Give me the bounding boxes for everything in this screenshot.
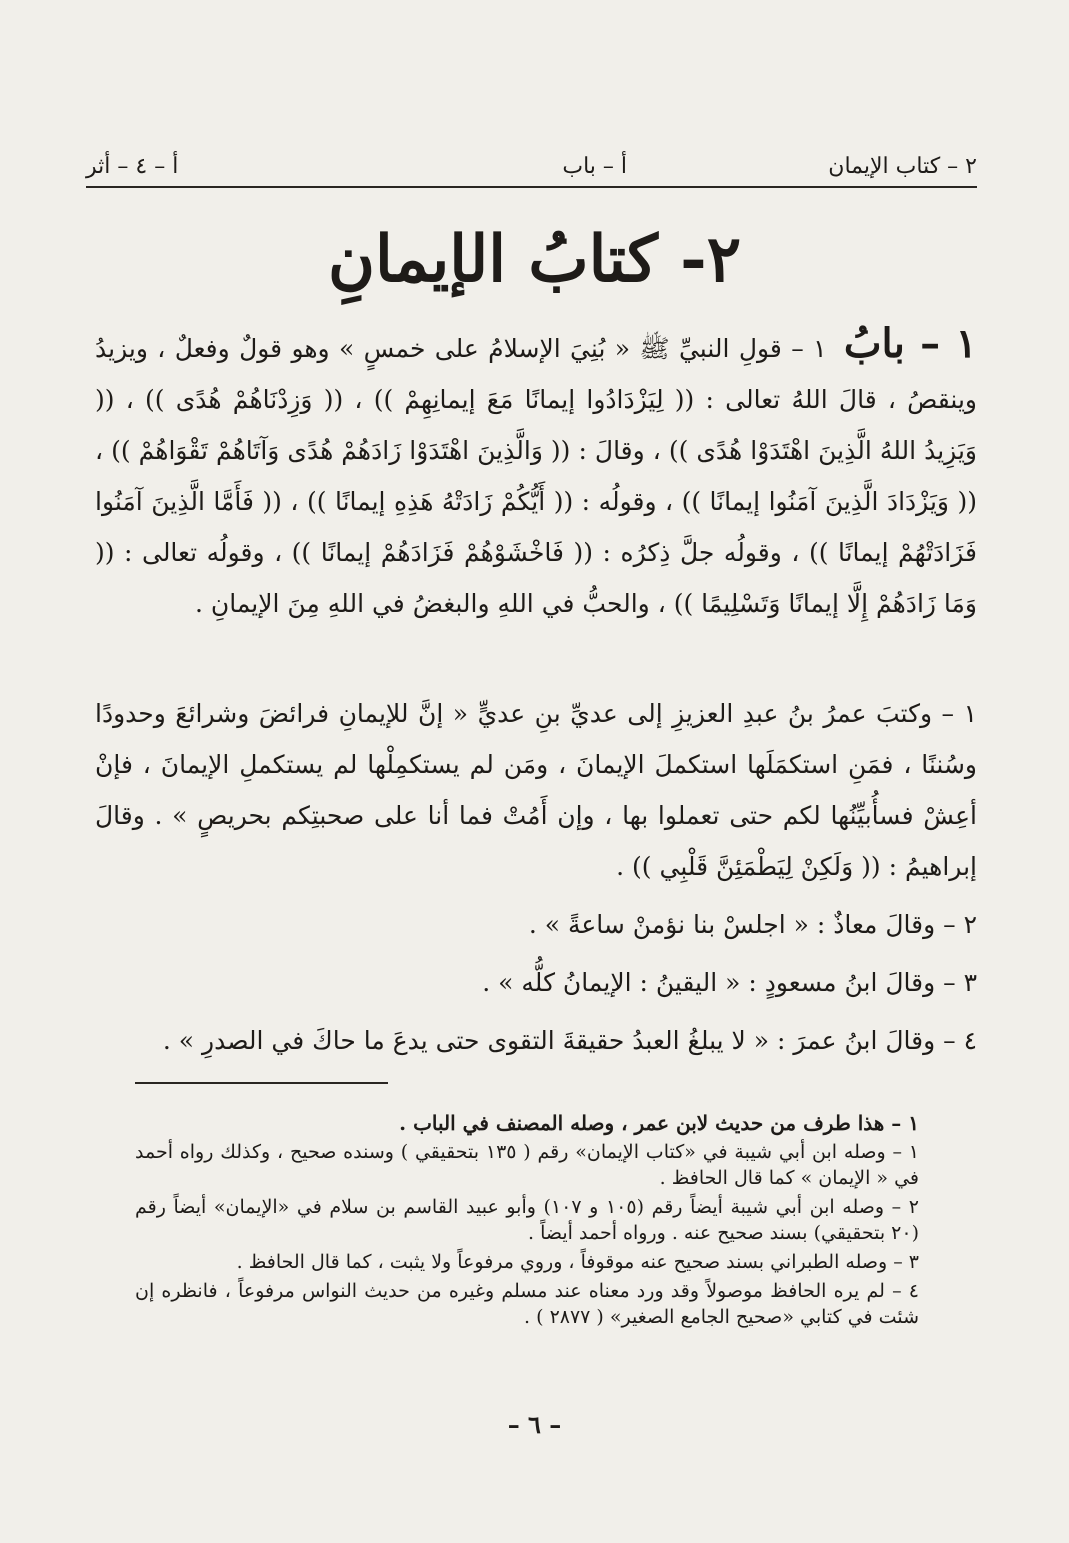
running-header xyxy=(86,150,977,186)
narrations xyxy=(95,688,977,1073)
chapter-text: ١ – قولِ النبيِّ ﷺ « بُنِيَ الإسلامُ على خمسٍ » وهو قولٌ وفعلٌ ، ويزيدُ وينقصُ ، قالَ اللهُ تعالى : (( لِيَزْدَادُوا إيمانًا مَعَ إيمانِهِمْ )) ، (( وَزِدْنَاهُمْ هُدًى )) ، (( وَيَزِيدُ اللهُ الَّذِينَ اهْتَدَوْا هُدًى )) ، وقالَ : (( وَالَّذِينَ اهْتَدَوْا زَادَهُمْ هُدًى وَآتَاهُمْ تَقْوَاهُمْ )) ، (( وَيَزْدَادَ الَّذِينَ آمَنُوا إيمانًا )) ، وقولُه : (( أَيُّكُمْ زَادَتْهُ هَذِهِ إيمانًا )) ، (( فَأَمَّا الَّذِينَ آمَنُوا فَزَادَتْهُمْ إيمانًا )) ، وقولُه جلَّ ذِكرُه : (( فَاخْشَوْهُمْ فَزَادَهُمْ إيمانًا )) ، وقولُه تعالى : (( وَمَا زَادَهُمْ إِلَّا إيمانًا وَتَسْلِيمًا )) ، والحبُّ في اللهِ والبغضُ في اللهِ مِنَ الإيمانِ . xyxy=(95,334,977,618)
footnote-rule xyxy=(135,1082,388,1084)
footnote-item: ٤ – لم يره الحافظ موصولاً وقد ورد معناه عند مسلم وغيره من حديث النواس مرفوعاً ، فانظره إن شئت في كتابي «صحيح الجامع الصغير» ( ٢٨٧٧ ) . xyxy=(135,1280,919,1328)
chapter-paragraph xyxy=(95,318,977,629)
header-book-name: ٢ – كتاب الإيمان xyxy=(828,154,977,179)
narration-item: ٣ – وقالَ ابنُ مسعودٍ : « اليقينُ : الإيمانُ كلُّه » . xyxy=(482,968,977,997)
footnote-item: ٣ – وصله الطبراني بسند صحيح عنه موقوفاً ، وروي مرفوعاً ولا يثبت ، كما قال الحافظ . xyxy=(236,1251,919,1273)
header-rule xyxy=(86,186,977,188)
header-chapter: أ – باب xyxy=(562,154,627,179)
page-number: – ٦ – xyxy=(507,1410,562,1439)
book-title: ٢- كتابُ الإيمانِ xyxy=(327,222,742,297)
footnote-item: ١ – هذا طرف من حديث لابن عمر ، وصله المصنف في الباب . xyxy=(399,1111,919,1135)
footnotes xyxy=(135,1110,919,1333)
footnote-item: ٢ – وصله ابن أبي شيبة أيضاً رقم (١٠٥ و ١٠٧) وأبو عبيد القاسم بن سلام في «الإيمان» أيضاً رقم (٢٠ بتحقيقي) بسند صحيح عنه . ورواه أحمد أيضاً . xyxy=(135,1196,919,1244)
footnote-item: ١ – وصله ابن أبي شيبة في «كتاب الإيمان» رقم ( ١٣٥ بتحقيقي ) وسنده صحيح ، وكذلك رواه أحمد في « الإيمان » كما قال الحافظ . xyxy=(135,1141,920,1189)
chapter-label: ١ – بابُ xyxy=(843,320,977,367)
narration-item: ١ – وكتبَ عمرُ بنُ عبدِ العزيزِ إلى عديِّ بنِ عديٍّ « إنَّ للإيمانِ فرائضَ وشرائعَ وحدودًا وسُننًا ، فمَنِ استكمَلَها استكملَ الإيمانَ ، ومَن لم يستكمِلْها لم يستكملِ الإيمانَ ، فإنْ أعِشْ فسأُبيِّنُها لكم حتى تعملوا بها ، وإن أَمُتْ فما أنا على صحبتِكم بحريصٍ » . وقالَ إبراهيمُ : (( وَلَكِنْ لِيَطْمَئِنَّ قَلْبِي )) . xyxy=(95,699,977,881)
chapter-block xyxy=(95,318,977,629)
narration-item: ٤ – وقالَ ابنُ عمرَ : « لا يبلغُ العبدُ حقيقةَ التقوى حتى يدعَ ما حاكَ في الصدرِ » . xyxy=(162,1026,977,1055)
narration-item: ٢ – وقالَ معاذٌ : « اجلسْ بنا نؤمنْ ساعةً » . xyxy=(528,910,977,939)
header-range: أ – ٤ – أثر xyxy=(86,154,179,179)
